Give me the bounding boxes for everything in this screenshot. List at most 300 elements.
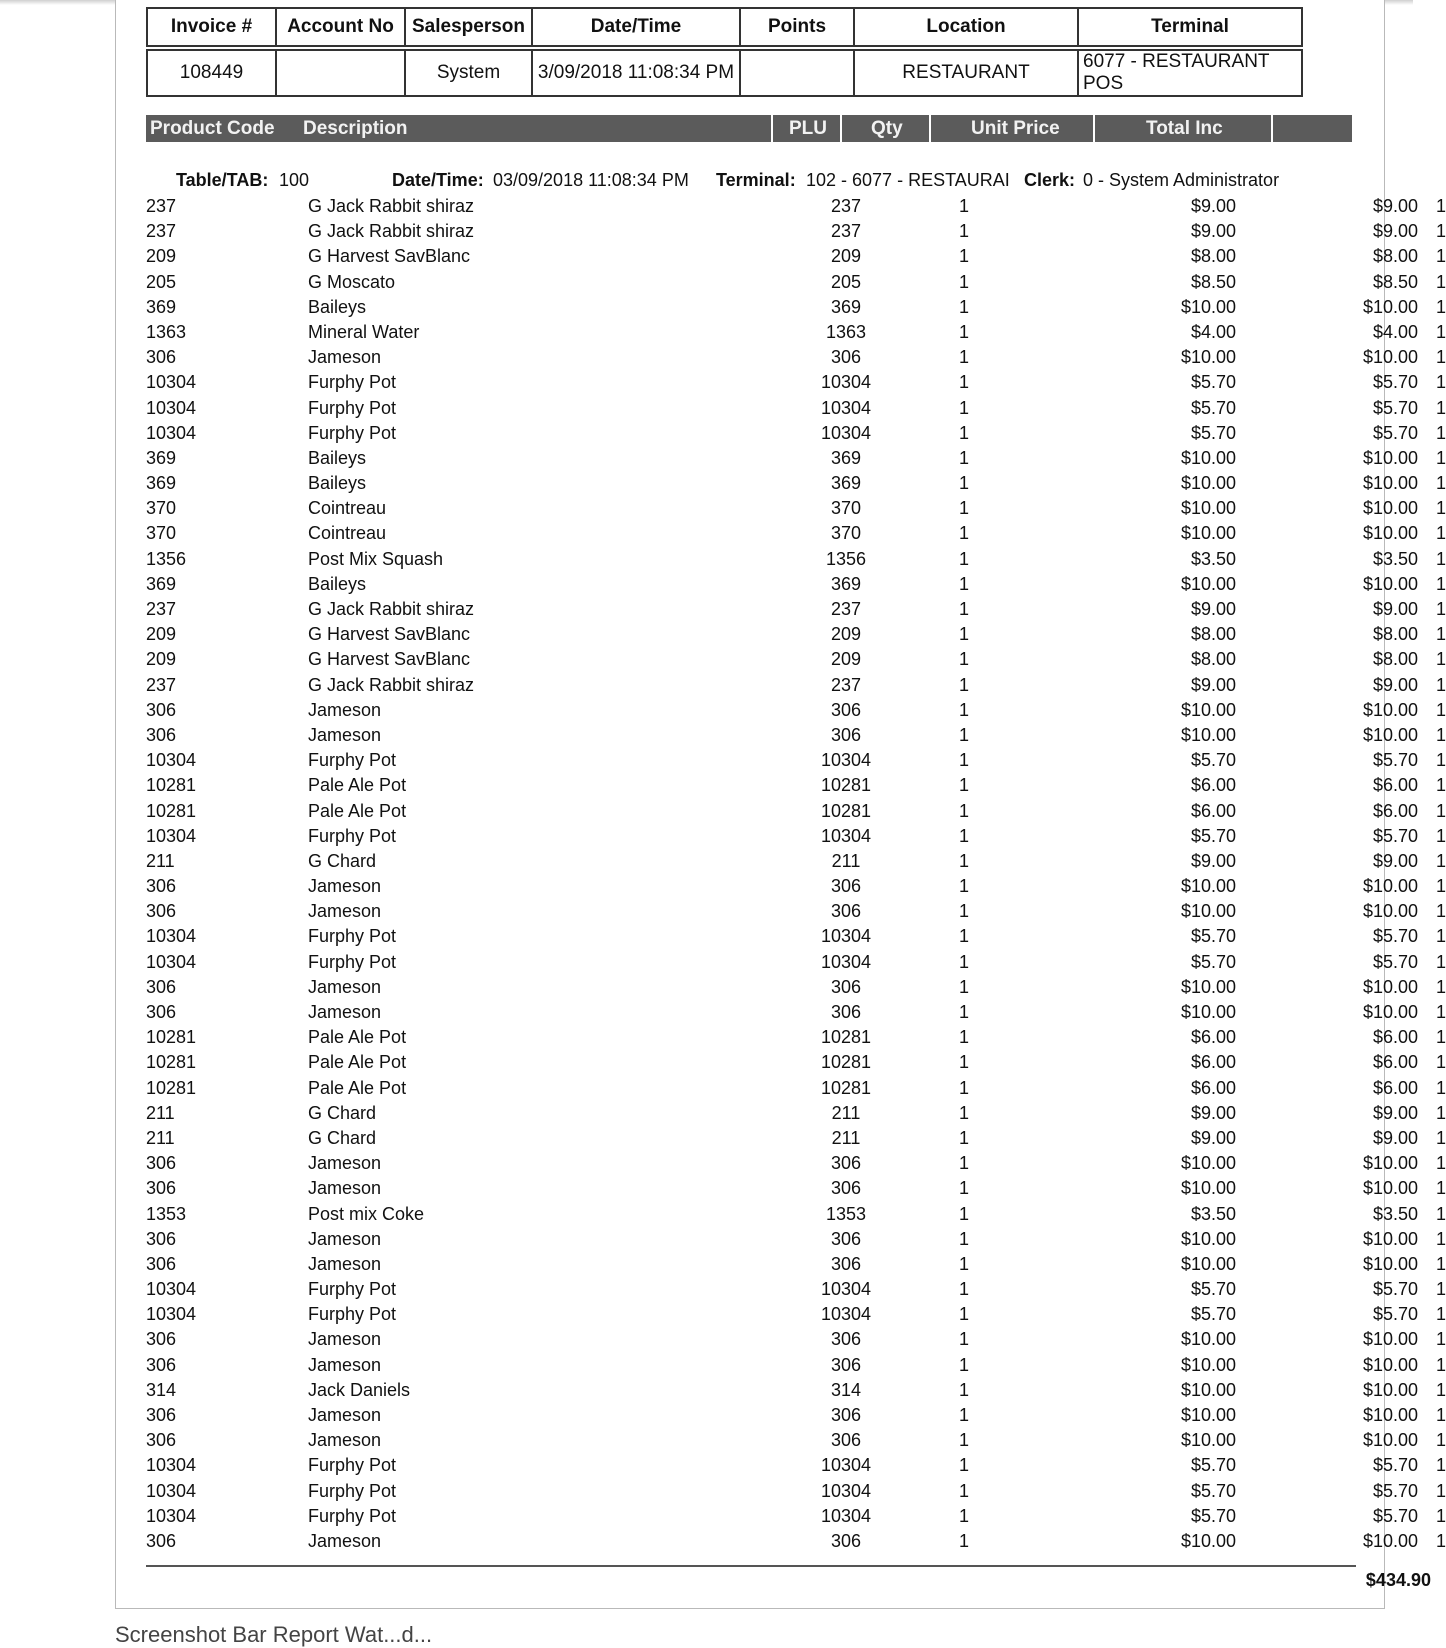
item-product-code: 306 xyxy=(146,1178,177,1199)
item-qty: 1 xyxy=(958,422,969,443)
item-total-inc: $8.00 xyxy=(1372,246,1418,267)
item-qty-count: 1 xyxy=(1436,1405,1446,1425)
item-unit-price: $6.00 xyxy=(1190,1027,1236,1048)
item-qty: 1 xyxy=(958,1480,969,1501)
item-qty-count: 1 xyxy=(1436,1102,1446,1123)
item-product-code: 10304 xyxy=(146,1304,197,1325)
table-row xyxy=(146,1126,1446,1151)
item-total-inc: $10.00 xyxy=(1362,1228,1418,1249)
table-row xyxy=(146,1101,1446,1126)
item-product-code: 369 xyxy=(146,573,177,594)
item-qty: 1 xyxy=(958,674,969,695)
item-description: Furphy Pot xyxy=(308,1304,397,1325)
item-unit-price: $10.00 xyxy=(1180,1002,1236,1022)
item-total-inc: $8.00 xyxy=(1372,624,1418,645)
item-total-inc: $9.00 xyxy=(1372,221,1418,242)
item-description: G Chard xyxy=(308,1127,377,1148)
table-row xyxy=(146,647,1446,672)
item-total-inc: $10.00 xyxy=(1362,1329,1418,1350)
item-qty: 1 xyxy=(958,825,969,846)
item-total-inc: $5.70 xyxy=(1372,1279,1418,1300)
item-product-code: 237 xyxy=(146,674,177,695)
tab-datetime-value: 03/09/2018 11:08:34 PM xyxy=(493,170,689,190)
item-qty-count: 1 xyxy=(1436,372,1446,393)
item-qty: 1 xyxy=(958,321,969,342)
item-unit-price: $10.00 xyxy=(1180,1178,1236,1199)
item-qty: 1 xyxy=(958,976,969,997)
item-total-inc: $10.00 xyxy=(1362,1430,1418,1451)
item-total-inc: $3.50 xyxy=(1372,548,1418,569)
item-plu: 370 xyxy=(830,523,862,544)
table-row xyxy=(146,824,1446,849)
item-qty: 1 xyxy=(958,775,969,796)
hdr-description: Description xyxy=(303,118,408,139)
item-total-inc: $5.70 xyxy=(1372,1480,1418,1501)
item-total-inc: $5.70 xyxy=(1372,825,1418,846)
item-product-code: 306 xyxy=(146,1153,177,1174)
item-total-inc: $8.50 xyxy=(1372,271,1418,292)
item-product-code: 237 xyxy=(146,196,177,216)
item-plu: 209 xyxy=(830,246,862,267)
item-product-code: 10281 xyxy=(146,1077,197,1098)
item-qty-count: 1 xyxy=(1436,1002,1446,1022)
item-total-inc: $10.00 xyxy=(1362,976,1418,997)
item-qty: 1 xyxy=(958,901,969,922)
item-unit-price: $10.00 xyxy=(1180,724,1236,745)
item-product-code: 10304 xyxy=(146,825,197,846)
item-product-code: 205 xyxy=(146,271,177,292)
table-row xyxy=(146,1529,1446,1554)
item-unit-price: $10.00 xyxy=(1180,1228,1236,1249)
item-total-inc: $10.00 xyxy=(1362,876,1418,897)
item-unit-price: $3.50 xyxy=(1190,1203,1236,1224)
item-qty: 1 xyxy=(958,1354,969,1375)
item-product-code: 306 xyxy=(146,724,177,745)
item-description: Jameson xyxy=(308,876,382,897)
item-total-inc: $10.00 xyxy=(1362,447,1418,468)
item-total-inc: $5.70 xyxy=(1372,750,1418,771)
table-row xyxy=(146,1252,1446,1277)
invoice-header-table xyxy=(146,7,1303,97)
table-row xyxy=(146,295,1446,320)
total-rule xyxy=(146,1565,1356,1567)
item-qty: 1 xyxy=(958,1077,969,1098)
item-plu: 10281 xyxy=(820,1077,872,1098)
item-description: Baileys xyxy=(308,573,367,594)
item-unit-price: $5.70 xyxy=(1190,422,1236,443)
item-product-code: 306 xyxy=(146,1430,177,1451)
item-description: G Harvest SavBlanc xyxy=(308,649,471,670)
item-product-code: 369 xyxy=(146,296,177,317)
item-plu: 10304 xyxy=(820,825,872,846)
item-description: Jameson xyxy=(308,1253,382,1274)
item-description: G Jack Rabbit shiraz xyxy=(308,599,475,619)
item-total-inc: $9.00 xyxy=(1372,1102,1418,1123)
item-plu: 306 xyxy=(830,1253,862,1274)
item-product-code: 10304 xyxy=(146,750,197,771)
item-qty-count: 1 xyxy=(1436,699,1446,720)
item-unit-price: $8.00 xyxy=(1190,246,1236,267)
table-row xyxy=(146,496,1446,521)
item-qty-count: 1 xyxy=(1436,397,1446,418)
table-row xyxy=(146,1227,1446,1252)
item-total-inc: $10.00 xyxy=(1362,1002,1418,1022)
item-description: Pale Ale Pot xyxy=(308,1052,407,1073)
item-qty-count: 1 xyxy=(1436,1178,1446,1199)
item-unit-price: $5.70 xyxy=(1190,825,1236,846)
item-plu: 211 xyxy=(831,850,861,871)
item-qty: 1 xyxy=(958,196,969,216)
table-row xyxy=(146,521,1446,546)
item-qty: 1 xyxy=(958,1304,969,1325)
item-qty-count: 1 xyxy=(1436,724,1446,745)
item-unit-price: $5.70 xyxy=(1190,1455,1236,1476)
item-qty-count: 1 xyxy=(1436,1304,1446,1325)
item-product-code: 10281 xyxy=(146,1027,197,1048)
table-row xyxy=(146,1025,1446,1050)
item-qty: 1 xyxy=(958,1027,969,1048)
col-account-no: Account No xyxy=(276,8,405,46)
item-description: Pale Ale Pot xyxy=(308,1077,407,1098)
item-total-inc: $10.00 xyxy=(1362,1379,1418,1400)
item-total-inc: $6.00 xyxy=(1372,1027,1418,1048)
item-unit-price: $10.00 xyxy=(1180,901,1236,922)
table-row xyxy=(146,1050,1446,1075)
item-total-inc: $10.00 xyxy=(1362,1153,1418,1174)
item-qty-count: 1 xyxy=(1436,296,1446,317)
item-product-code: 369 xyxy=(146,447,177,468)
item-qty: 1 xyxy=(958,548,969,569)
table-row xyxy=(146,1000,1446,1025)
item-qty-count: 1 xyxy=(1436,750,1446,771)
item-qty: 1 xyxy=(958,1052,969,1073)
table-row xyxy=(146,1151,1446,1176)
item-unit-price: $9.00 xyxy=(1190,674,1236,695)
footer-caption: Screenshot Bar Report Wat...d... xyxy=(115,1622,433,1647)
hdr-qty: Qty xyxy=(871,118,903,139)
item-total-inc: $5.70 xyxy=(1372,372,1418,393)
item-product-code: 1363 xyxy=(146,321,187,342)
item-plu: 306 xyxy=(830,347,862,368)
item-product-code: 209 xyxy=(146,624,177,645)
item-qty: 1 xyxy=(958,1102,969,1123)
item-total-inc: $5.70 xyxy=(1372,422,1418,443)
item-product-code: 10281 xyxy=(146,800,197,821)
item-qty: 1 xyxy=(958,1002,969,1022)
item-unit-price: $9.00 xyxy=(1190,1102,1236,1123)
table-row xyxy=(146,950,1446,975)
item-plu: 237 xyxy=(830,674,862,695)
item-unit-price: $6.00 xyxy=(1190,1077,1236,1098)
table-row xyxy=(146,320,1446,345)
col-datetime: Date/Time xyxy=(532,8,740,46)
item-product-code: 306 xyxy=(146,1253,177,1274)
item-qty: 1 xyxy=(958,624,969,645)
item-qty-count: 1 xyxy=(1436,825,1446,846)
item-product-code: 306 xyxy=(146,976,177,997)
tab-datetime-label: Date/Time: xyxy=(392,170,484,190)
item-description: Jameson xyxy=(308,699,382,720)
item-product-code: 306 xyxy=(146,347,177,368)
item-total-inc: $9.00 xyxy=(1372,674,1418,695)
item-product-code: 209 xyxy=(146,649,177,670)
item-plu: 1363 xyxy=(825,321,867,342)
item-total-inc: $10.00 xyxy=(1362,1178,1418,1199)
item-unit-price: $10.00 xyxy=(1180,1329,1236,1350)
item-qty-count: 1 xyxy=(1436,624,1446,645)
hdr-plu: PLU xyxy=(789,118,827,139)
col-invoice-no: Invoice # xyxy=(147,8,276,46)
item-product-code: 306 xyxy=(146,1228,177,1249)
item-qty: 1 xyxy=(958,926,969,947)
item-qty: 1 xyxy=(958,1455,969,1476)
item-description: Furphy Pot xyxy=(308,926,397,947)
item-plu: 369 xyxy=(830,296,862,317)
item-unit-price: $10.00 xyxy=(1180,1430,1236,1451)
item-product-code: 10281 xyxy=(146,1052,197,1073)
item-product-code: 306 xyxy=(146,901,177,922)
item-plu: 10304 xyxy=(820,951,872,972)
item-total-inc: $5.70 xyxy=(1372,926,1418,947)
item-unit-price: $6.00 xyxy=(1190,775,1236,796)
item-qty-count: 1 xyxy=(1436,1052,1446,1073)
item-description: Jameson xyxy=(308,724,382,745)
item-total-inc: $5.70 xyxy=(1372,951,1418,972)
item-total-inc: $10.00 xyxy=(1362,347,1418,368)
item-plu: 10304 xyxy=(820,926,872,947)
item-plu: 10304 xyxy=(820,1480,872,1501)
item-qty: 1 xyxy=(958,876,969,897)
table-tab-label: Table/TAB: xyxy=(176,170,269,190)
table-row xyxy=(146,370,1446,395)
item-description: Post mix Coke xyxy=(308,1203,425,1224)
item-plu: 10304 xyxy=(820,1304,872,1325)
item-product-code: 306 xyxy=(146,699,177,720)
item-unit-price: $5.70 xyxy=(1190,372,1236,393)
col-location: Location xyxy=(854,8,1078,46)
item-qty: 1 xyxy=(958,951,969,972)
table-row xyxy=(146,219,1446,244)
item-plu: 306 xyxy=(830,1228,862,1249)
item-plu: 1353 xyxy=(825,1203,867,1224)
item-unit-price: $5.70 xyxy=(1190,397,1236,418)
item-plu: 1356 xyxy=(825,548,867,569)
table-row xyxy=(146,1302,1446,1327)
item-product-code: 1353 xyxy=(146,1203,187,1224)
item-description: Pale Ale Pot xyxy=(308,775,407,796)
item-plu: 369 xyxy=(830,473,862,494)
item-unit-price: $9.00 xyxy=(1190,196,1236,216)
item-qty-count: 1 xyxy=(1436,1127,1446,1148)
item-unit-price: $10.00 xyxy=(1180,976,1236,997)
item-unit-price: $10.00 xyxy=(1180,296,1236,317)
table-row xyxy=(146,773,1446,798)
item-qty: 1 xyxy=(958,800,969,821)
item-unit-price: $5.70 xyxy=(1190,1480,1236,1501)
item-plu: 209 xyxy=(830,624,862,645)
table-row xyxy=(146,1076,1446,1101)
hdr-product-code: Product Code xyxy=(150,118,275,139)
item-total-inc: $5.70 xyxy=(1372,397,1418,418)
item-qty-count: 1 xyxy=(1436,599,1446,619)
table-row xyxy=(146,270,1446,295)
item-product-code: 1356 xyxy=(146,548,187,569)
item-qty-count: 1 xyxy=(1436,876,1446,897)
table-row xyxy=(146,748,1446,773)
table-row xyxy=(146,547,1446,572)
item-qty-count: 1 xyxy=(1436,548,1446,569)
account-number xyxy=(276,50,405,96)
item-plu: 306 xyxy=(830,699,862,720)
item-qty: 1 xyxy=(958,1253,969,1274)
item-description: Furphy Pot xyxy=(308,1455,397,1476)
item-qty-count: 1 xyxy=(1436,498,1446,519)
table-row xyxy=(146,1504,1446,1529)
item-plu: 10304 xyxy=(820,397,872,418)
item-qty: 1 xyxy=(958,397,969,418)
item-plu: 306 xyxy=(830,1354,862,1375)
item-plu: 306 xyxy=(830,1430,862,1451)
item-plu: 10281 xyxy=(820,800,872,821)
table-tab-value: 100 xyxy=(279,170,310,190)
invoice-page xyxy=(115,0,1446,1609)
item-qty: 1 xyxy=(958,573,969,594)
table-row xyxy=(146,345,1446,370)
item-qty-count: 1 xyxy=(1436,422,1446,443)
item-plu: 306 xyxy=(830,1178,862,1199)
item-total-inc: $6.00 xyxy=(1372,775,1418,796)
tab-clerk-label: Clerk: xyxy=(1024,170,1076,190)
item-unit-price: $5.70 xyxy=(1190,1279,1236,1300)
item-total-inc: $10.00 xyxy=(1362,296,1418,317)
item-description: G Jack Rabbit shiraz xyxy=(308,221,475,242)
table-row xyxy=(146,673,1446,698)
item-total-inc: $10.00 xyxy=(1362,699,1418,720)
item-unit-price: $9.00 xyxy=(1190,221,1236,242)
table-row xyxy=(146,396,1446,421)
item-description: Furphy Pot xyxy=(308,951,397,972)
item-qty-count: 1 xyxy=(1436,1228,1446,1249)
item-qty-count: 1 xyxy=(1436,800,1446,821)
item-qty-count: 1 xyxy=(1436,1354,1446,1375)
item-unit-price: $6.00 xyxy=(1190,800,1236,821)
item-total-inc: $6.00 xyxy=(1372,800,1418,821)
item-product-code: 211 xyxy=(146,1102,175,1123)
table-row xyxy=(146,1277,1446,1302)
item-unit-price: $10.00 xyxy=(1180,1354,1236,1375)
item-unit-price: $10.00 xyxy=(1180,1153,1236,1174)
table-row xyxy=(146,723,1446,748)
table-row xyxy=(146,799,1446,824)
item-plu: 237 xyxy=(830,221,862,242)
item-plu: 211 xyxy=(831,1102,861,1123)
item-qty-count: 1 xyxy=(1436,1279,1446,1300)
item-plu: 205 xyxy=(830,271,862,292)
table-row xyxy=(146,622,1446,647)
item-description: Furphy Pot xyxy=(308,1505,397,1526)
item-description: Jack Daniels xyxy=(308,1379,411,1400)
item-unit-price: $4.00 xyxy=(1190,321,1236,342)
item-list xyxy=(146,194,1446,1554)
item-qty: 1 xyxy=(958,1228,969,1249)
item-product-code: 10304 xyxy=(146,951,197,972)
item-description: Jameson xyxy=(308,1405,382,1425)
item-qty-count: 1 xyxy=(1436,951,1446,972)
item-qty: 1 xyxy=(958,1127,969,1148)
table-row xyxy=(146,924,1446,949)
item-qty-count: 1 xyxy=(1436,926,1446,947)
item-plu: 10281 xyxy=(820,775,872,796)
item-description: Jameson xyxy=(308,1430,382,1451)
item-total-inc: $9.00 xyxy=(1372,1127,1418,1148)
item-total-inc: $4.00 xyxy=(1372,321,1418,342)
item-description: Furphy Pot xyxy=(308,422,397,443)
item-product-code: 10304 xyxy=(146,1279,197,1300)
item-unit-price: $10.00 xyxy=(1180,447,1236,468)
item-plu: 10304 xyxy=(820,1505,872,1526)
item-description: Jameson xyxy=(308,347,382,368)
item-description: Baileys xyxy=(308,296,367,317)
item-qty: 1 xyxy=(958,699,969,720)
item-qty: 1 xyxy=(958,372,969,393)
item-product-code: 370 xyxy=(146,523,177,544)
item-unit-price: $5.70 xyxy=(1190,1304,1236,1325)
table-row xyxy=(146,446,1446,471)
item-qty: 1 xyxy=(958,347,969,368)
item-qty: 1 xyxy=(958,724,969,745)
item-total-inc: $5.70 xyxy=(1372,1455,1418,1476)
item-qty-count: 1 xyxy=(1436,347,1446,368)
item-qty-count: 1 xyxy=(1436,1455,1446,1476)
item-total-inc: $9.00 xyxy=(1372,850,1418,871)
table-row xyxy=(146,1403,1446,1428)
item-total-inc: $9.00 xyxy=(1372,599,1418,619)
item-qty: 1 xyxy=(958,221,969,242)
item-product-code: 306 xyxy=(146,1354,177,1375)
table-row xyxy=(146,1202,1446,1227)
item-description: G Chard xyxy=(308,850,377,871)
item-plu: 306 xyxy=(830,1530,862,1551)
item-plu: 10304 xyxy=(820,372,872,393)
col-salesperson: Salesperson xyxy=(405,8,532,46)
location: RESTAURANT xyxy=(854,50,1078,96)
item-product-code: 10304 xyxy=(146,422,197,443)
item-description: Baileys xyxy=(308,473,367,494)
item-total-inc: $6.00 xyxy=(1372,1052,1418,1073)
item-product-code: 211 xyxy=(146,1127,175,1148)
item-qty-count: 1 xyxy=(1436,1027,1446,1048)
item-description: G Jack Rabbit shiraz xyxy=(308,196,475,216)
item-product-code: 306 xyxy=(146,1530,177,1551)
item-product-code: 370 xyxy=(146,498,177,519)
item-qty-count: 1 xyxy=(1436,850,1446,871)
item-plu: 369 xyxy=(830,573,862,594)
item-qty-count: 1 xyxy=(1436,246,1446,267)
item-qty: 1 xyxy=(958,447,969,468)
item-product-code: 306 xyxy=(146,1002,177,1022)
item-description: Cointreau xyxy=(308,498,387,519)
item-total-inc: $9.00 xyxy=(1372,196,1418,216)
item-total-inc: $10.00 xyxy=(1362,1405,1418,1425)
item-total-inc: $10.00 xyxy=(1362,724,1418,745)
item-plu: 370 xyxy=(830,498,862,519)
item-product-code: 306 xyxy=(146,1329,177,1350)
item-description: Mineral Water xyxy=(308,321,420,342)
table-row xyxy=(146,1353,1446,1378)
item-description: G Jack Rabbit shiraz xyxy=(308,674,475,695)
item-description: Furphy Pot xyxy=(308,825,397,846)
item-total-inc: $10.00 xyxy=(1362,1253,1418,1274)
